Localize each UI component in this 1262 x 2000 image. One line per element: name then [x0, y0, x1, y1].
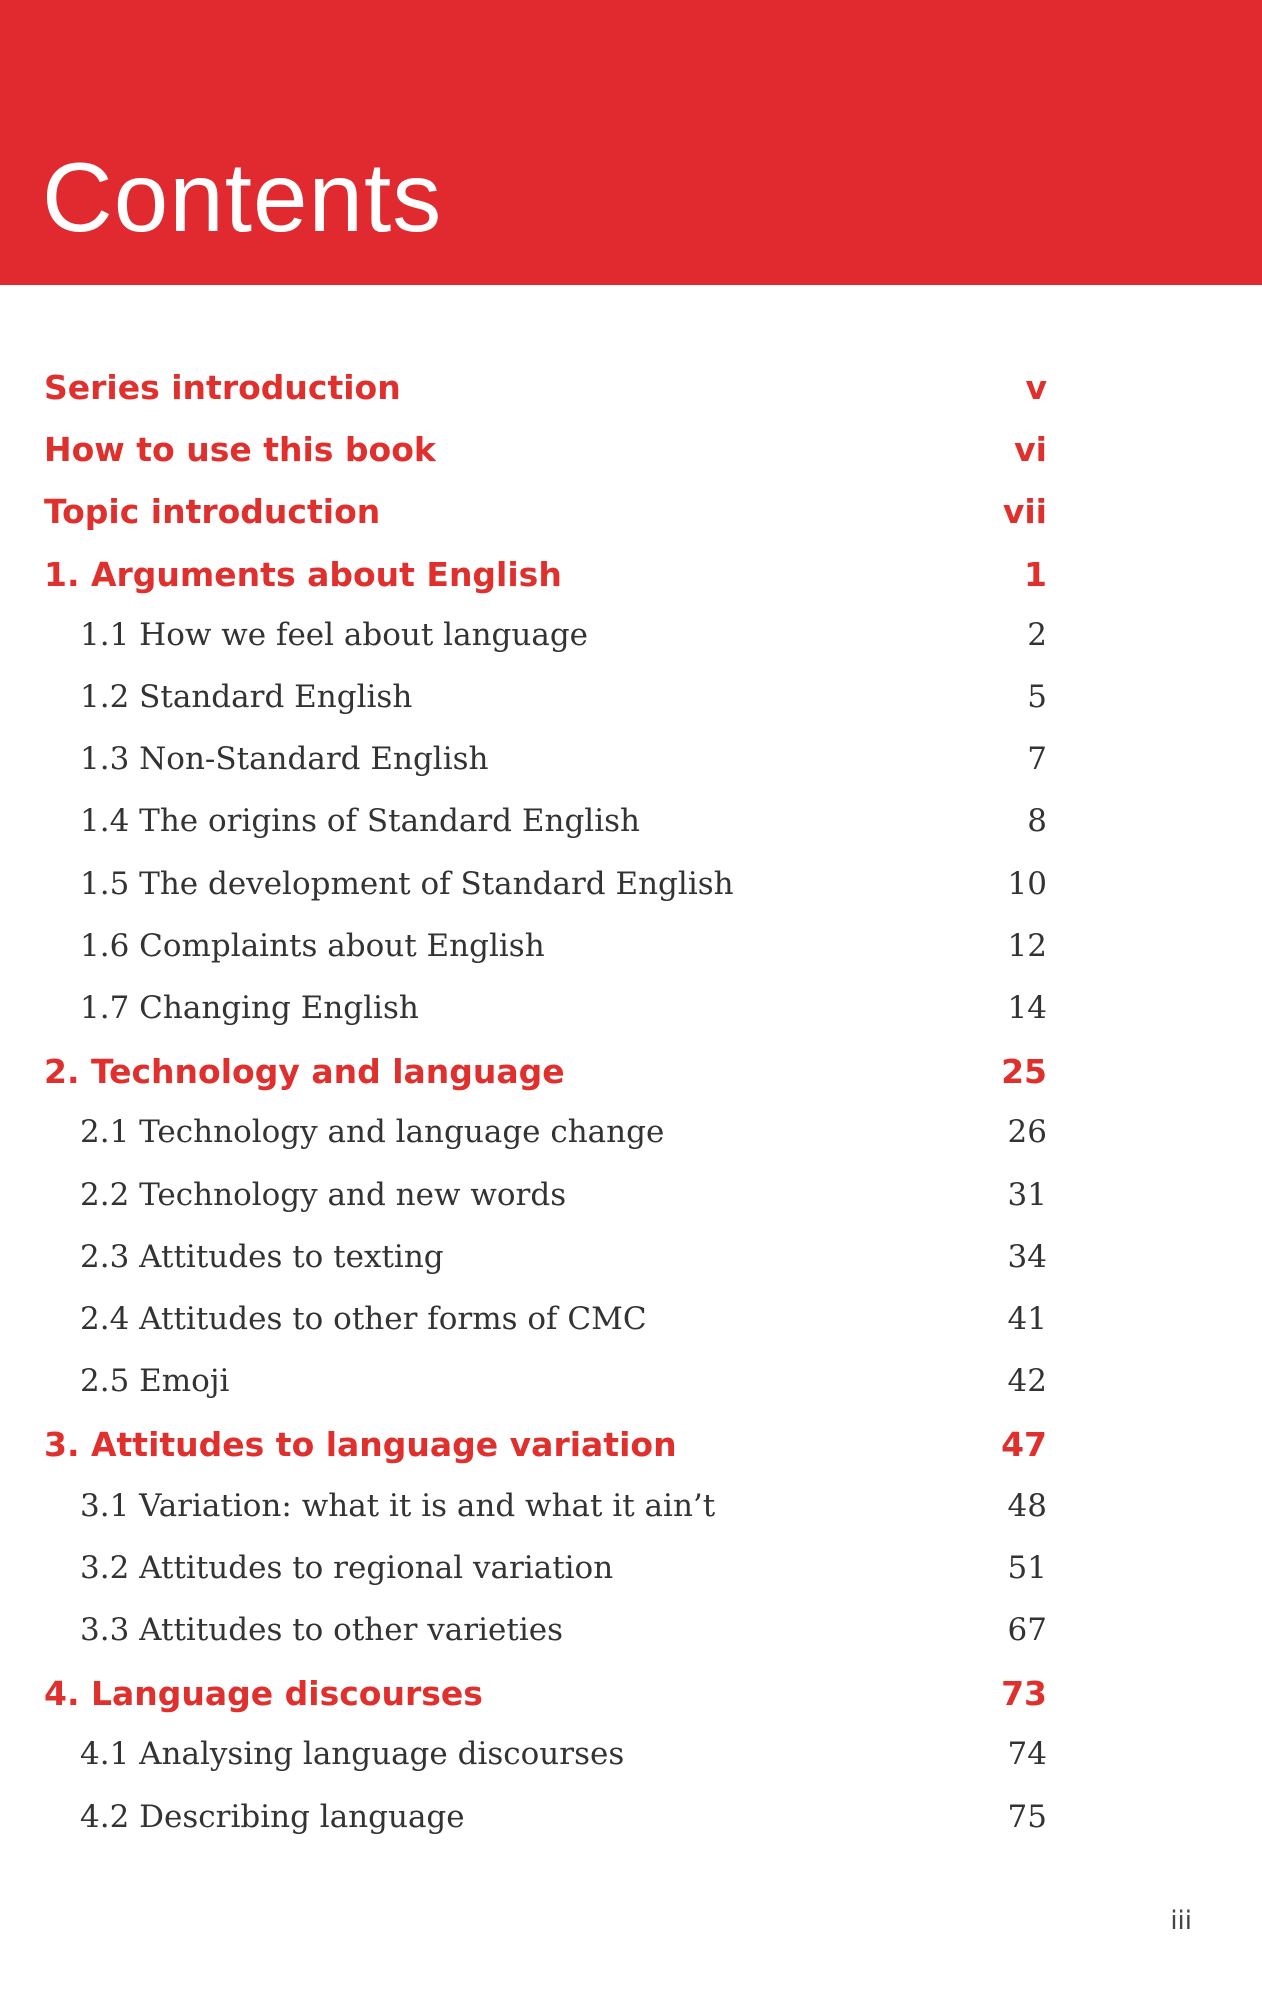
toc-entry-page-number: 10 [1007, 865, 1047, 902]
toc-subsection-row[interactable] [0, 990, 1262, 1040]
toc-entry-page-number: 26 [1007, 1114, 1047, 1151]
toc-entry-title: 2.2 Technology and new words [80, 1176, 567, 1213]
toc-entry-page-number: 41 [1007, 1301, 1047, 1337]
toc-entry-title: 1.1 How we feel about language [80, 616, 589, 653]
toc-entry-title: 3. Attitudes to language variation [44, 1425, 677, 1465]
toc-entry-page-number: 74 [1007, 1736, 1047, 1773]
toc-entry-page-number: 75 [1007, 1798, 1047, 1835]
toc-section-row[interactable] [0, 368, 1262, 418]
toc-section-row[interactable] [0, 430, 1262, 480]
header-band [0, 0, 1262, 285]
toc-entry-page-number: 73 [1001, 1674, 1047, 1714]
toc-entry-page-number: 51 [1007, 1549, 1047, 1586]
toc-subsection-row[interactable] [0, 928, 1262, 978]
toc-section-row[interactable] [0, 1425, 1262, 1475]
toc-entry-title: 4. Language discourses [44, 1674, 483, 1714]
toc-subsection-row[interactable] [0, 1363, 1262, 1413]
toc-subsection-row[interactable] [0, 1239, 1262, 1289]
toc-entry-page-number: 25 [1001, 1052, 1047, 1092]
toc-entry-title: 1.2 Standard English [80, 679, 413, 715]
toc-subsection-row[interactable] [0, 1736, 1262, 1786]
toc-entry-page-number: v [1025, 368, 1047, 407]
toc-entry-title: 2.5 Emoji [80, 1363, 230, 1400]
toc-entry-page-number: 42 [1007, 1363, 1047, 1400]
toc-subsection-row[interactable] [0, 1301, 1262, 1351]
toc-subsection-row[interactable] [0, 1114, 1262, 1164]
toc-entry-title: How to use this book [44, 430, 436, 470]
toc-subsection-row[interactable] [0, 1612, 1262, 1662]
page-folio: iii [1170, 1906, 1192, 1936]
toc-entry-page-number: vii [1002, 492, 1047, 532]
toc-entry-title: 4.2 Describing language [80, 1798, 465, 1835]
toc-section-row[interactable] [0, 1674, 1262, 1724]
toc-entry-title: 3.3 Attitudes to other varieties [80, 1612, 563, 1648]
toc-entry-page-number: 7 [1027, 741, 1047, 778]
toc-subsection-row[interactable] [0, 803, 1262, 853]
toc-entry-title: 3.1 Variation: what it is and what it ain’t [80, 1487, 716, 1524]
toc-entry-page-number: 67 [1007, 1612, 1047, 1648]
toc-entry-page-number: 1 [1024, 554, 1047, 594]
toc-section-row[interactable] [0, 1052, 1262, 1102]
toc-entry-title: 3.2 Attitudes to regional variation [80, 1549, 614, 1586]
toc-entry-page-number: 14 [1007, 990, 1047, 1026]
toc-subsection-row[interactable] [0, 1488, 1262, 1538]
toc-subsection-row[interactable] [0, 679, 1262, 729]
toc-entry-title: 2.3 Attitudes to texting [80, 1238, 444, 1275]
toc-entry-title: 1. Arguments about English [44, 554, 562, 594]
toc-entry-page-number: 8 [1027, 803, 1047, 840]
toc-section-row[interactable] [0, 492, 1262, 542]
toc-section-row[interactable] [0, 555, 1262, 605]
toc-entry-title: 1.6 Complaints about English [80, 927, 545, 964]
toc-entry-title: 2. Technology and language [44, 1052, 565, 1092]
toc-entry-title: Series introduction [44, 368, 401, 407]
toc-entry-title: 2.4 Attitudes to other forms of CMC [80, 1301, 647, 1337]
toc-subsection-row[interactable] [0, 1799, 1262, 1849]
toc-subsection-row[interactable] [0, 1550, 1262, 1600]
toc-entry-title: 1.3 Non-Standard English [80, 741, 489, 778]
page-title: Contents [42, 142, 443, 252]
toc-entry-title: 1.5 The development of Standard English [80, 865, 734, 902]
toc-entry-page-number: 5 [1027, 679, 1047, 715]
toc-subsection-row[interactable] [0, 866, 1262, 916]
toc-entry-page-number: 2 [1027, 616, 1047, 653]
toc-entry-title: 1.4 The origins of Standard English [80, 803, 640, 840]
toc-entry-title: 1.7 Changing English [80, 990, 419, 1026]
toc-entry-title: Topic introduction [44, 492, 381, 532]
toc-entry-page-number: 47 [1001, 1425, 1047, 1465]
toc-subsection-row[interactable] [0, 741, 1262, 791]
toc-entry-page-number: 12 [1007, 927, 1047, 964]
toc-subsection-row[interactable] [0, 1177, 1262, 1227]
toc-entry-title: 2.1 Technology and language change [80, 1114, 665, 1151]
toc-entry-page-number: vi [1014, 430, 1047, 470]
toc-entry-page-number: 31 [1007, 1176, 1047, 1213]
toc-subsection-row[interactable] [0, 617, 1262, 667]
toc-entry-page-number: 48 [1007, 1487, 1047, 1524]
toc-entry-title: 4.1 Analysing language discourses [80, 1736, 625, 1773]
toc-entry-page-number: 34 [1007, 1238, 1047, 1275]
